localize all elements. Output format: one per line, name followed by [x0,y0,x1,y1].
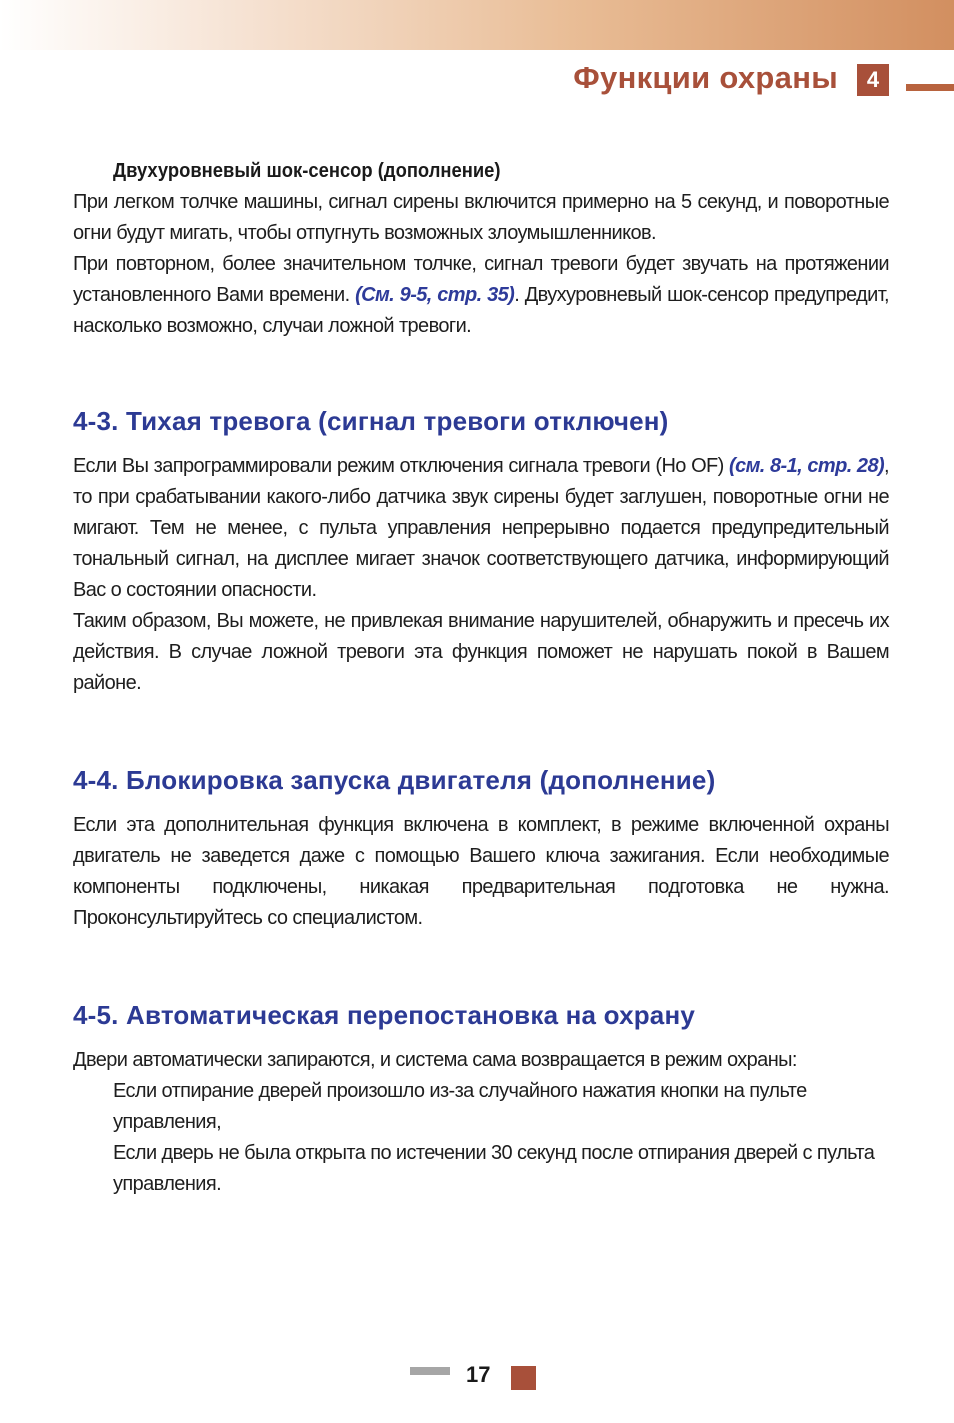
footer-accent-square [511,1366,536,1390]
silent-alarm-text-a: Если Вы запрограммировали режим отключения сигнала тревоги (Но OF) [73,455,730,477]
silent-alarm-text-b: , то при срабатывании какого-либо датчика звук сирены будет заглушен, поворотные огни не мигают. Тем не менее, с пульта управления непрерывно подается предупредительный тональный сигнал, на дисплее мигает значок соответствующего датчика, информирующий Вас о состоянии опасности. [73,455,889,601]
cross-reference-9-5: (См. 9-5, стр. 35) [355,284,515,306]
auto-rearm-item-2: Если дверь не была открыта по истечении 30 секунд после отпирания дверей с пульта управления. [113,1142,875,1195]
silent-alarm-paragraph-1 [73,451,889,606]
auto-rearm-intro: Двери автоматически запираются, и система сама возвращается в режим охраны: [73,1049,797,1071]
shock-sensor-subtitle: Двухуровневый шок-сенсор (дополнение) [113,160,501,182]
cross-reference-8-1: (см. 8-1, стр. 28) [729,455,885,477]
auto-rearm-item-1: Если отпирание дверей произошло из-за случайного нажатия кнопки на пульте управления, [113,1080,807,1133]
shock-sensor-text-b: . Двухуровневый шок-сенсор предупредит, насколько возможно, случаи ложной тревоги. [73,284,889,337]
section-heading-4-5: 4-5. Автоматическая перепостановка на охрану [73,1000,696,1030]
section-heading-4-4: 4-4. Блокировка запуска двигателя (дополнение) [73,765,716,795]
immobilizer-paragraph: Если эта дополнительная функция включена в комплект, в режиме включенной охраны двигатель не заведется даже с помощью Вашего ключа зажигания. Если необходимые компоненты подключены, никакая предварительная подготовка не нужна. Проконсультируйтесь со специалистом. [73,814,889,929]
page-content [73,160,889,1200]
page-number: 17 [466,1362,491,1387]
shock-sensor-text-a: При повторном, более значительном толчке, сигнал тревоги будет звучать на протяжении установленного Вами времени. [73,253,889,306]
header-accent-line [906,84,954,91]
footer-gray-bar [410,1367,450,1375]
shock-sensor-paragraph-1: При легком толчке машины, сигнал сирены включится примерно на 5 секунд, и поворотные огни будут мигать, чтобы отпугнуть возможных злоумышленников. [73,191,889,244]
chapter-title: Функции охраны [573,60,838,95]
chapter-number-badge: 4 [857,64,889,96]
silent-alarm-paragraph-2: Таким образом, Вы можете, не привлекая внимание нарушителей, обнаружить и пресечь их действия. В случае ложной тревоги эта функция поможет не нарушать покой в Вашем районе. [73,610,889,694]
section-heading-4-3: 4-3. Тихая тревога (сигнал тревоги отключен) [73,406,669,436]
header-gradient-band [0,0,954,50]
shock-sensor-paragraph-2 [73,249,889,342]
